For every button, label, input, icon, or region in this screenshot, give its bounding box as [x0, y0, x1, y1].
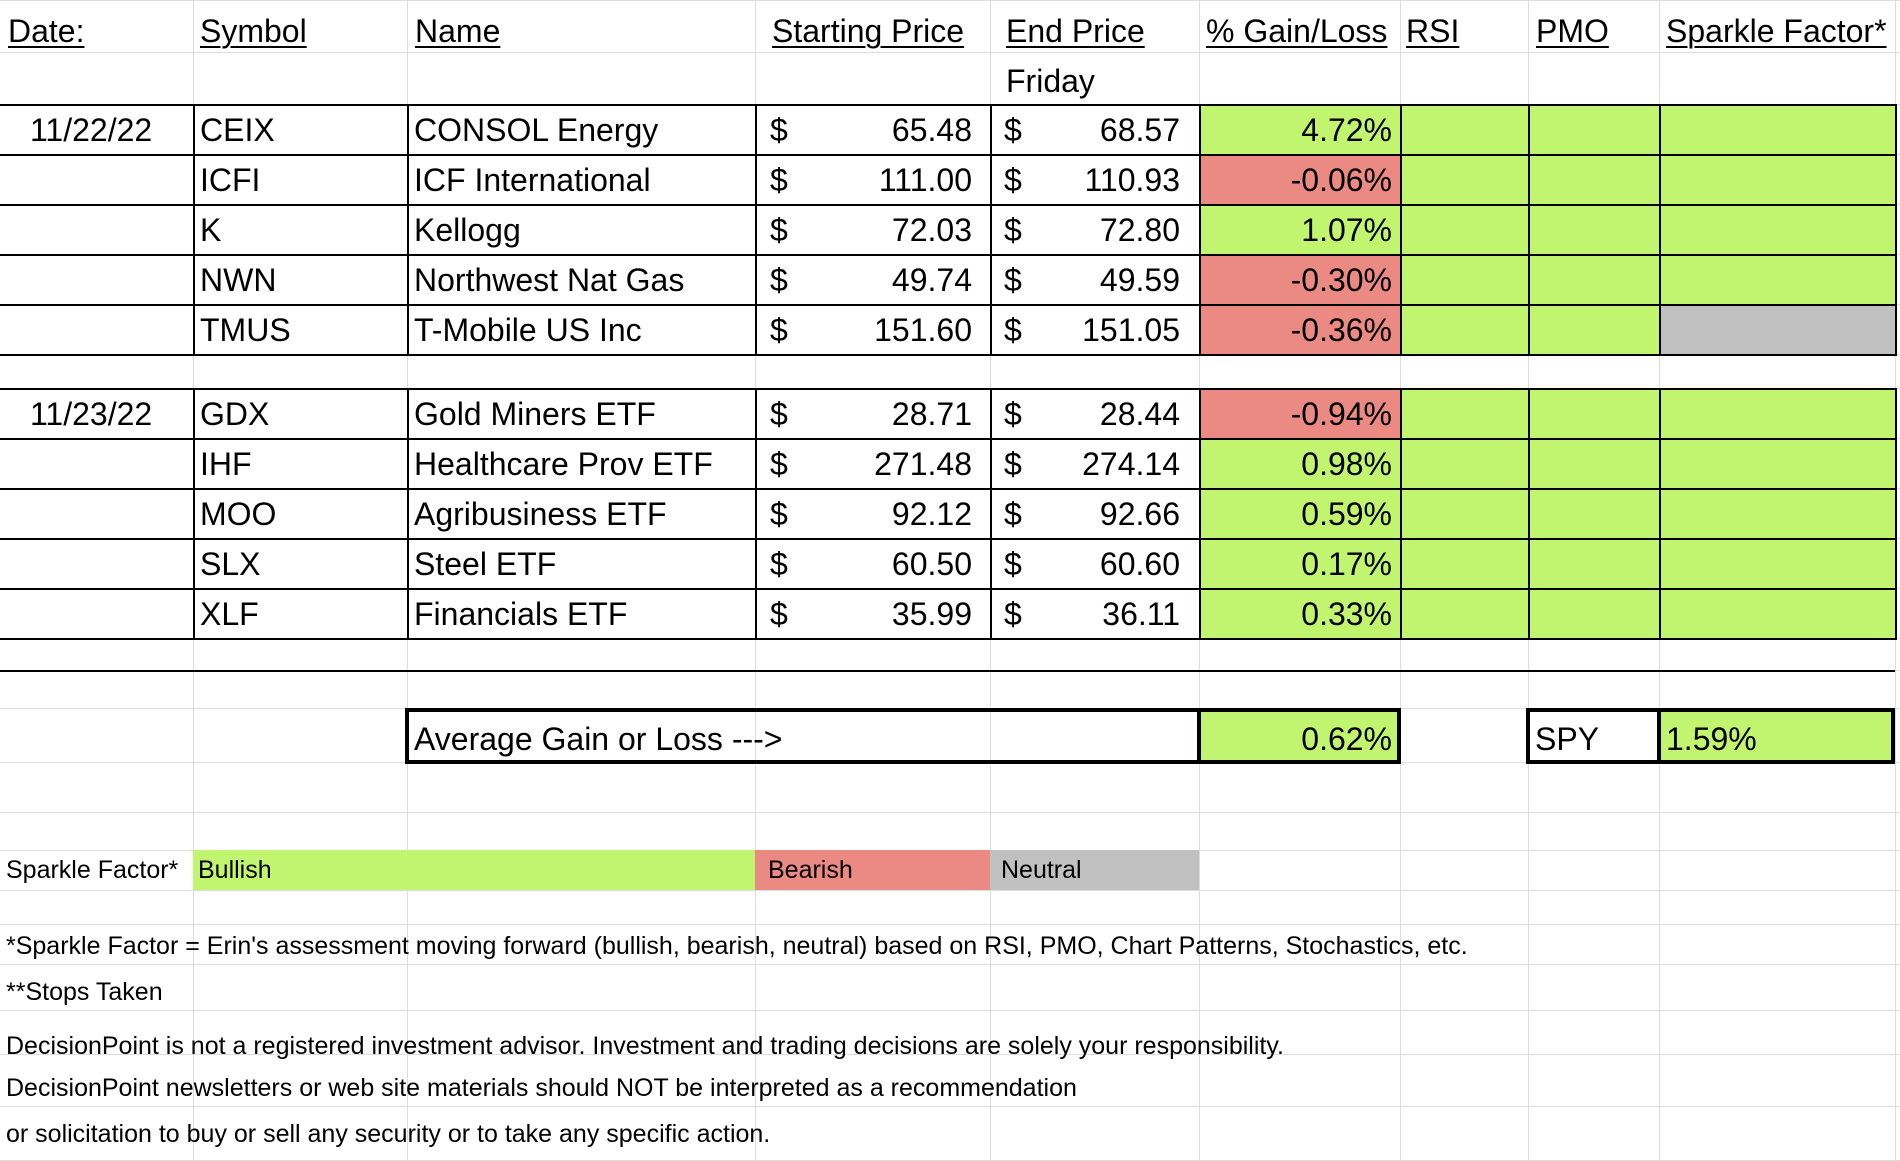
row-name: T-Mobile US Inc — [414, 312, 642, 348]
column-border — [1659, 388, 1661, 640]
row-start-currency: $ — [770, 546, 788, 582]
column-border — [1400, 388, 1402, 640]
row-gain-loss: 0.17% — [1301, 546, 1392, 582]
rsi-cell-fill — [1400, 304, 1528, 354]
row-end-price: 110.93 — [1084, 162, 1180, 198]
row-starting-price: 35.99 — [891, 596, 972, 632]
column-border — [755, 388, 757, 640]
row-border — [0, 154, 1895, 156]
row-starting-price: 60.50 — [891, 546, 972, 582]
row-symbol: TMUS — [200, 312, 291, 348]
header-gain-loss: % Gain/Loss — [1206, 13, 1388, 49]
row-name: Gold Miners ETF — [414, 396, 656, 432]
spy-value: 1.59% — [1666, 721, 1757, 757]
row-gain-loss: -0.30% — [1290, 262, 1392, 298]
legend-label: Sparkle Factor* — [6, 856, 179, 884]
row-end-price: 28.44 — [1099, 396, 1180, 432]
rsi-cell-fill — [1400, 204, 1528, 254]
sparkle-cell-fill — [1659, 488, 1895, 538]
row-end-price: 72.80 — [1099, 212, 1180, 248]
row-symbol: SLX — [200, 546, 261, 582]
legend-bullish: Bullish — [198, 856, 272, 884]
row-name: Healthcare Prov ETF — [414, 446, 713, 482]
sparkle-cell-fill — [1659, 388, 1895, 438]
spy-box-bottom — [1526, 760, 1895, 764]
group-border-bottom — [0, 354, 1895, 356]
rsi-cell-fill — [1400, 538, 1528, 588]
row-symbol: CEIX — [200, 112, 275, 148]
column-border — [1400, 104, 1402, 356]
spy-box-right — [1891, 708, 1895, 764]
row-gain-loss: 1.07% — [1301, 212, 1392, 248]
sparkle-cell-fill — [1659, 254, 1895, 304]
header-end-price: End Price — [1006, 13, 1145, 49]
sparkle-cell-fill — [1659, 304, 1895, 354]
row-name: ICF International — [414, 162, 651, 198]
group-border-bottom — [0, 638, 1895, 640]
column-border — [1528, 388, 1530, 640]
row-start-currency: $ — [770, 396, 788, 432]
row-start-currency: $ — [770, 312, 788, 348]
row-name: CONSOL Energy — [414, 112, 659, 148]
rsi-cell-fill — [1400, 488, 1528, 538]
row-symbol: NWN — [200, 262, 277, 298]
stops-taken-note: **Stops Taken — [6, 978, 163, 1006]
sparkle-cell-fill — [1659, 588, 1895, 638]
row-border — [0, 588, 1895, 590]
pmo-cell-fill — [1528, 254, 1659, 304]
row-border — [0, 204, 1895, 206]
pmo-cell-fill — [1528, 538, 1659, 588]
row-end-currency: $ — [1004, 212, 1022, 248]
row-gain-loss: 0.59% — [1301, 496, 1392, 532]
row-end-price: 49.59 — [1099, 262, 1180, 298]
average-box-left — [405, 708, 409, 764]
row-symbol: IHF — [200, 446, 252, 482]
row-starting-price: 72.03 — [891, 212, 972, 248]
row-end-currency: $ — [1004, 312, 1022, 348]
legend-bullish-fill — [193, 850, 755, 890]
row-starting-price: 111.00 — [878, 162, 972, 198]
row-date: 11/23/22 — [30, 396, 153, 432]
pmo-cell-fill — [1528, 104, 1659, 154]
sparkle-cell-fill — [1659, 438, 1895, 488]
row-date: 11/22/22 — [30, 112, 153, 148]
column-border — [193, 388, 195, 640]
row-end-currency: $ — [1004, 262, 1022, 298]
gridline-horizontal — [0, 0, 1900, 1]
row-end-currency: $ — [1004, 596, 1022, 632]
disclaimer-line-1: DecisionPoint is not a registered investment advisor. Investment and trading decisions are solely your responsibility. — [6, 1032, 1284, 1060]
column-border — [407, 104, 409, 356]
column-border — [193, 104, 195, 356]
row-end-currency: $ — [1004, 496, 1022, 532]
pmo-cell-fill — [1528, 154, 1659, 204]
rsi-cell-fill — [1400, 154, 1528, 204]
sparkle-cell-fill — [1659, 104, 1895, 154]
pmo-cell-fill — [1528, 388, 1659, 438]
row-gain-loss: 0.33% — [1301, 596, 1392, 632]
row-starting-price: 92.12 — [891, 496, 972, 532]
pmo-cell-fill — [1528, 488, 1659, 538]
row-end-currency: $ — [1004, 162, 1022, 198]
row-starting-price: 151.60 — [874, 312, 972, 348]
spy-box-left — [1526, 708, 1530, 764]
header-pmo: PMO — [1536, 13, 1609, 49]
row-starting-price: 65.48 — [891, 112, 972, 148]
average-gain-value: 0.62% — [1301, 721, 1392, 757]
rsi-cell-fill — [1400, 588, 1528, 638]
spy-box-top — [1526, 708, 1895, 712]
column-border — [1199, 104, 1201, 356]
gridline-horizontal — [0, 812, 1900, 813]
row-end-currency: $ — [1004, 546, 1022, 582]
header-date: Date: — [8, 13, 85, 49]
column-border — [1895, 104, 1897, 356]
average-gain-label: Average Gain or Loss ---> — [414, 721, 783, 757]
row-name: Financials ETF — [414, 596, 628, 632]
row-symbol: ICFI — [200, 162, 261, 198]
header-sparkle-factor: Sparkle Factor* — [1666, 13, 1887, 49]
disclaimer-line-2: DecisionPoint newsletters or web site materials should NOT be interpreted as a recommendation — [6, 1074, 1077, 1102]
row-start-currency: $ — [770, 262, 788, 298]
row-gain-loss: -0.36% — [1290, 312, 1392, 348]
pmo-cell-fill — [1528, 438, 1659, 488]
row-name: Agribusiness ETF — [414, 496, 667, 532]
header-symbol: Symbol — [200, 13, 307, 49]
row-start-currency: $ — [770, 496, 788, 532]
gridline-horizontal — [0, 52, 1900, 53]
sparkle-cell-fill — [1659, 154, 1895, 204]
rsi-cell-fill — [1400, 388, 1528, 438]
sparkle-cell-fill — [1659, 204, 1895, 254]
row-border — [0, 254, 1895, 256]
gridline-horizontal — [0, 924, 1900, 925]
row-end-price: 92.66 — [1099, 496, 1180, 532]
row-starting-price: 28.71 — [891, 396, 972, 432]
header-rsi: RSI — [1406, 13, 1460, 49]
header-starting-price: Starting Price — [772, 13, 965, 49]
column-border — [755, 104, 757, 356]
column-border — [1659, 104, 1661, 356]
row-start-currency: $ — [770, 112, 788, 148]
row-start-currency: $ — [770, 596, 788, 632]
row-start-currency: $ — [770, 446, 788, 482]
row-name: Northwest Nat Gas — [414, 262, 685, 298]
row-border — [0, 438, 1895, 440]
spy-label: SPY — [1535, 721, 1600, 757]
separator-line — [0, 670, 1895, 672]
gridline-horizontal — [0, 1106, 1900, 1107]
row-start-currency: $ — [770, 212, 788, 248]
disclaimer-line-3: or solicitation to buy or sell any security or to take any specific action. — [6, 1120, 771, 1148]
gridline-horizontal — [0, 1010, 1900, 1011]
column-border — [1199, 388, 1201, 640]
row-symbol: GDX — [200, 396, 270, 432]
rsi-cell-fill — [1400, 104, 1528, 154]
row-name: Steel ETF — [414, 546, 557, 582]
row-gain-loss: -0.94% — [1290, 396, 1392, 432]
row-name: Kellogg — [414, 212, 521, 248]
row-end-currency: $ — [1004, 446, 1022, 482]
column-border — [1895, 388, 1897, 640]
group-border-top — [0, 388, 1895, 390]
legend-neutral: Neutral — [1001, 856, 1082, 884]
row-starting-price: 271.48 — [874, 446, 972, 482]
row-symbol: XLF — [200, 596, 259, 632]
pmo-cell-fill — [1528, 304, 1659, 354]
row-symbol: K — [200, 212, 222, 248]
pmo-cell-fill — [1528, 588, 1659, 638]
row-end-currency: $ — [1004, 112, 1022, 148]
row-end-price: 151.05 — [1082, 312, 1180, 348]
spy-box-divider — [1657, 708, 1661, 764]
pmo-cell-fill — [1528, 204, 1659, 254]
row-end-price: 36.11 — [1102, 596, 1180, 632]
row-gain-loss: -0.06% — [1290, 162, 1392, 198]
row-end-price: 60.60 — [1099, 546, 1180, 582]
legend-bearish: Bearish — [768, 856, 853, 884]
average-box-right — [1397, 708, 1401, 764]
row-end-price: 68.57 — [1099, 112, 1180, 148]
column-border — [990, 104, 992, 356]
column-border — [407, 388, 409, 640]
gridline-horizontal — [0, 964, 1900, 965]
header-end-price-subtitle: Friday — [1006, 63, 1095, 99]
rsi-cell-fill — [1400, 254, 1528, 304]
header-name: Name — [415, 13, 501, 49]
row-symbol: MOO — [200, 496, 277, 532]
row-end-price: 274.14 — [1082, 446, 1180, 482]
group-border-top — [0, 104, 1895, 106]
row-gain-loss: 0.98% — [1301, 446, 1392, 482]
column-border — [990, 388, 992, 640]
sparkle-factor-definition: *Sparkle Factor = Erin's assessment moving forward (bullish, bearish, neutral) based on RSI, PMO, Chart Patterns, Stochastics, etc. — [6, 932, 1468, 960]
sparkle-cell-fill — [1659, 538, 1895, 588]
gridline-horizontal — [0, 890, 1900, 891]
row-end-currency: $ — [1004, 396, 1022, 432]
average-box-bottom — [405, 760, 1401, 764]
average-box-top — [405, 708, 1401, 712]
row-border — [0, 304, 1895, 306]
row-starting-price: 49.74 — [891, 262, 972, 298]
rsi-cell-fill — [1400, 438, 1528, 488]
row-gain-loss: 4.72% — [1301, 112, 1392, 148]
column-border — [1528, 104, 1530, 356]
row-start-currency: $ — [770, 162, 788, 198]
row-border — [0, 538, 1895, 540]
row-border — [0, 488, 1895, 490]
